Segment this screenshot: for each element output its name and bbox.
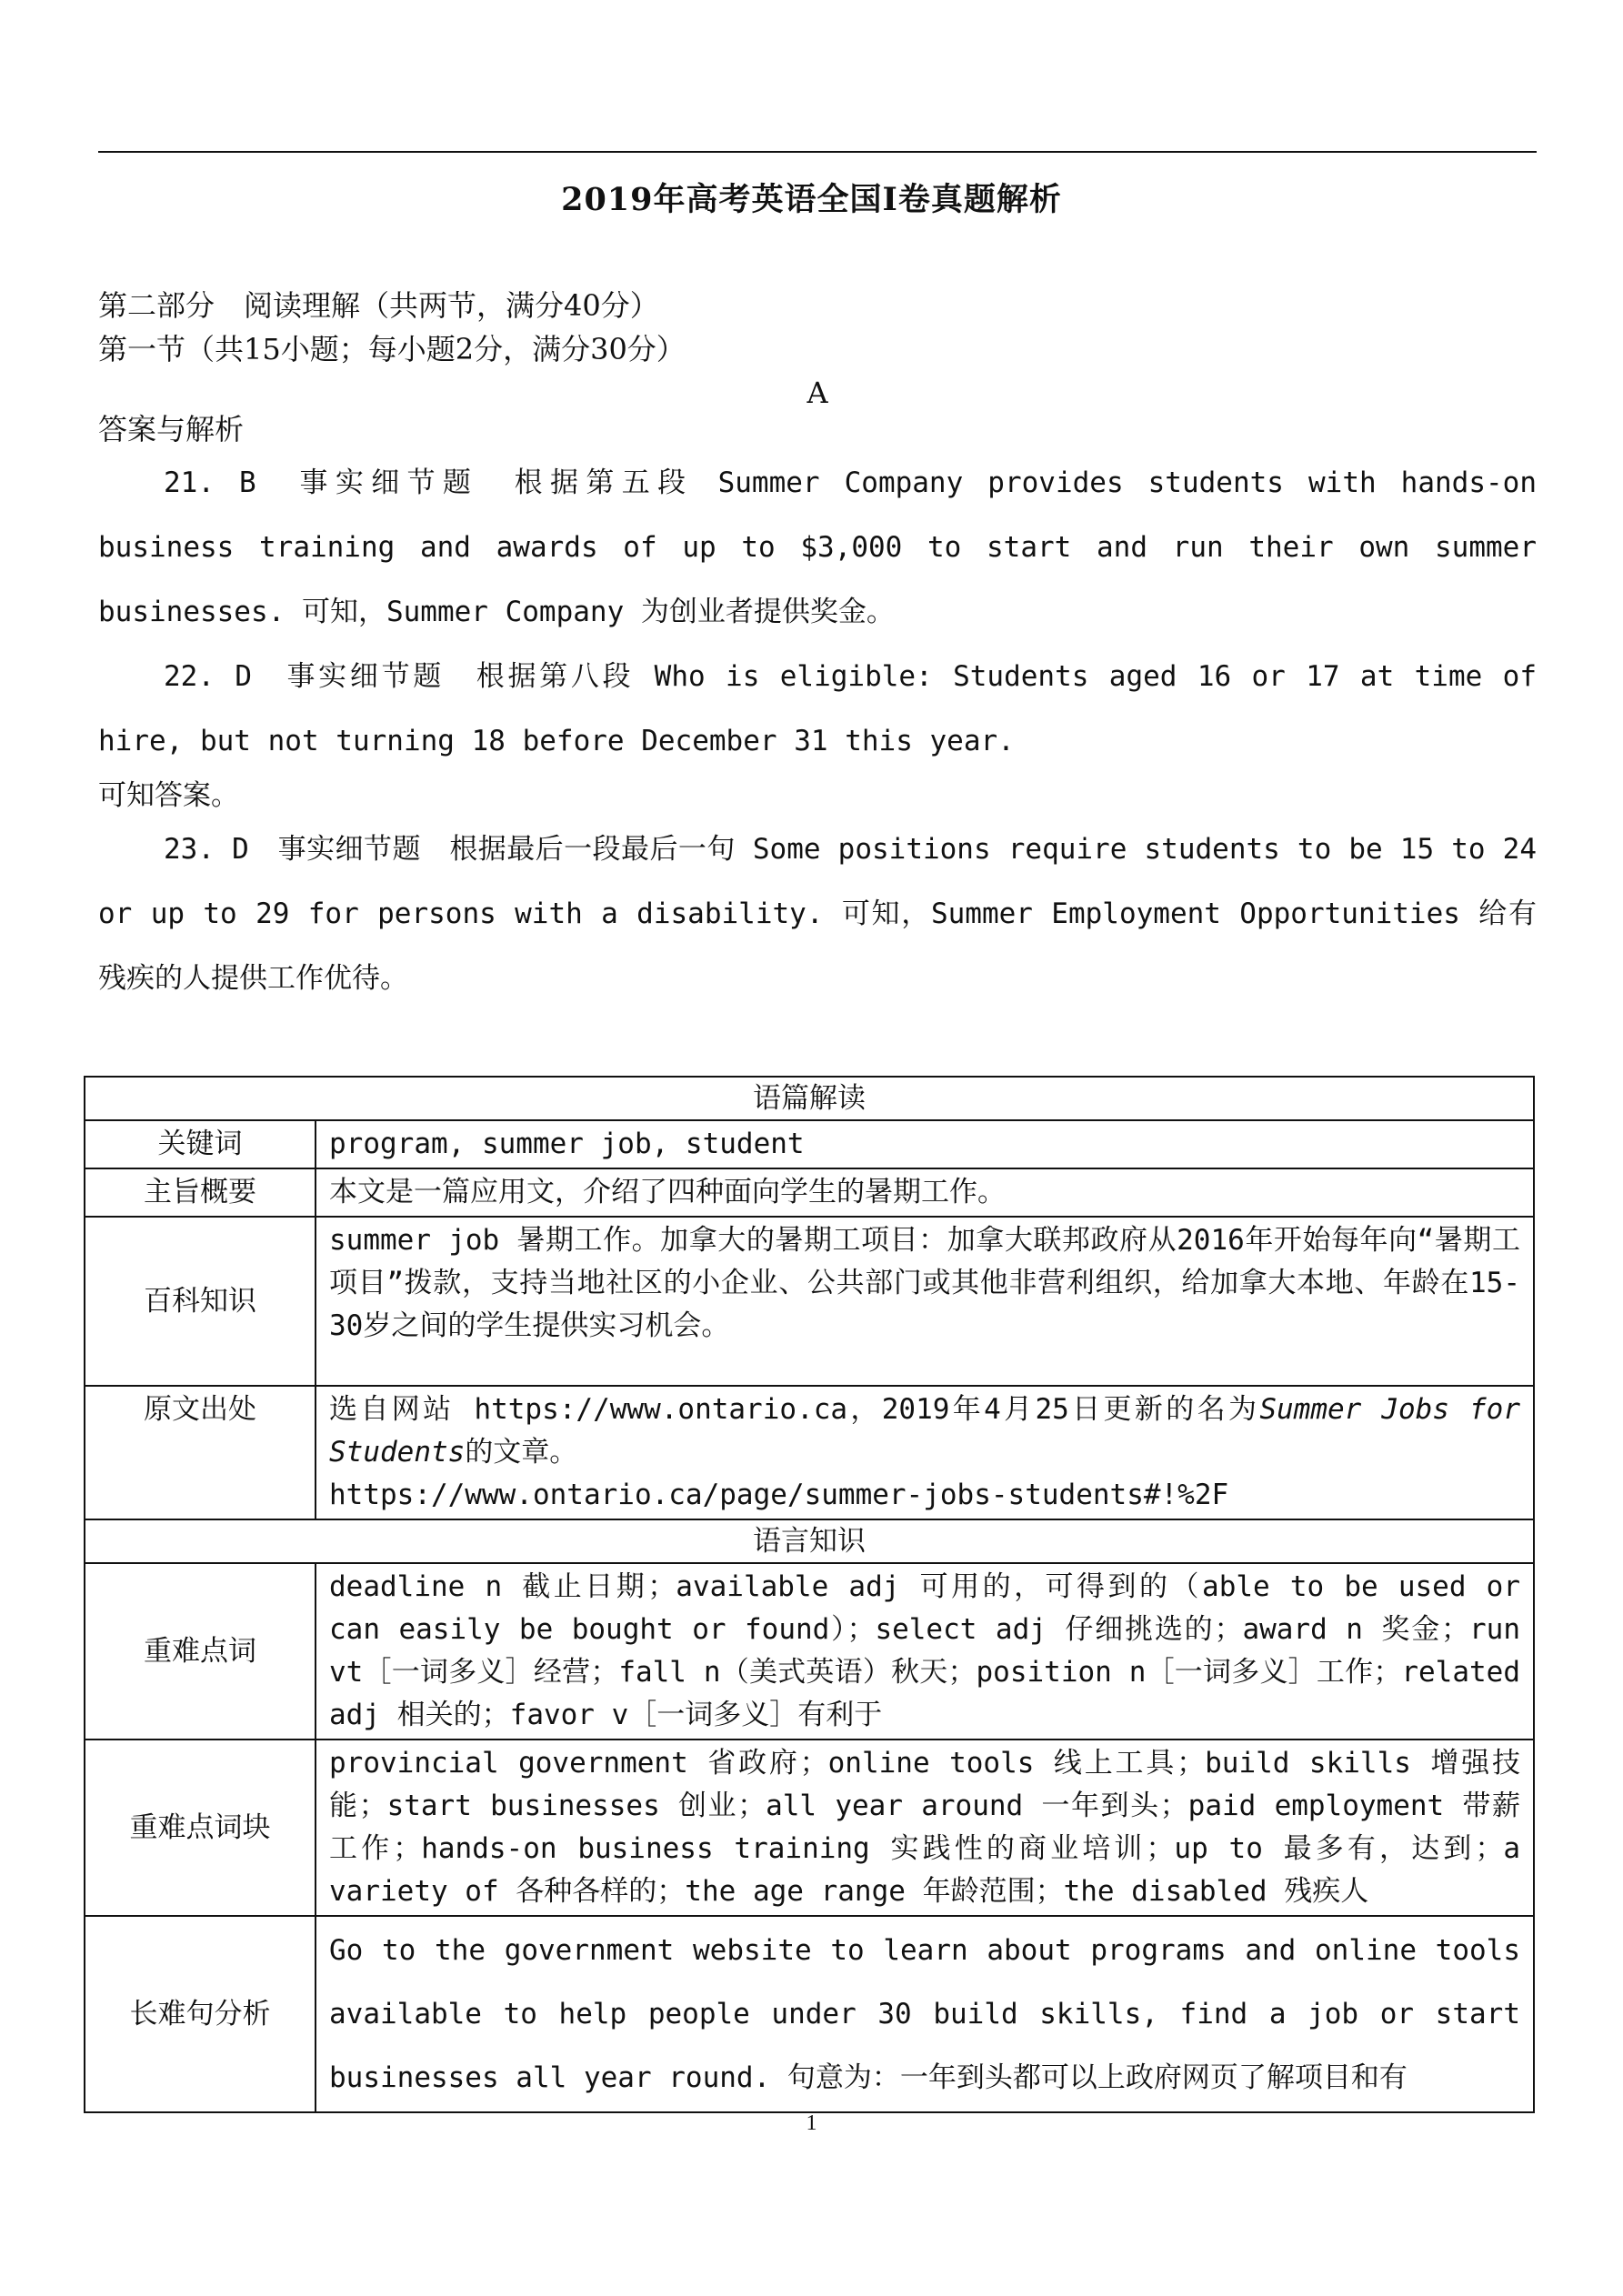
summary-label: 主旨概要: [85, 1168, 316, 1217]
subsection-heading: 第一节（共15小题；每小题2分，满分30分）: [98, 332, 686, 366]
answer-21: 21. B 事实细节题 根据第五段 Summer Company provides students with hands-on business training and awards of up to $3,000 to start and run their own summer businesses. 可知，Summer Company 为创业者提供奖金。: [98, 466, 1537, 628]
key-phrases-value: provincial government 省政府；online tools 线上工具；build skills 增强技能；start businesses 创业；all year around 一年到头；paid employment 带薪工作；hands-on business training 实践性的商业培训；up to 最多有，达到；a variety of 各种各样的；the age range 年龄范围；the disabled 残疾人: [316, 1740, 1534, 1916]
encyclopedia-value: summer job 暑期工作。加拿大的暑期工项目：加拿大联邦政府从2016年开始每年向“暑期工项目”拨款，支持当地社区的小企业、公共部门或其他非营利组织，给加拿大本地、年龄在15-30岁之间的学生提供实习机会。: [316, 1217, 1534, 1386]
section-header: [98, 284, 1537, 415]
long-sentence-label: 长难句分析: [85, 1916, 316, 2112]
keywords-value: program, summer job, student: [316, 1120, 1534, 1168]
part-heading: 第二部分 阅读理解（共两节，满分40分）: [98, 288, 659, 323]
table-row: [85, 1217, 1534, 1386]
source-article-title: Summer Jobs for Students: [329, 1393, 1520, 1469]
long-sentence-text: Go to the government website to learn about programs and online tools available to help people under 30 build skills, find a job or start businesses all year round. 句意为：一年到头都可以上政府网页了解项目和有: [329, 1934, 1520, 2094]
table-row: [85, 1168, 1534, 1217]
key-words-value: deadline n 截止日期；available adj 可用的，可得到的（able to be used or can easily be bought or found）；select adj 仔细挑选的；award n 奖金；run vt［一词多义］经营；fall n（美式英语）秋天；position n［一词多义］工作；related adj 相关的；favor v［一词多义］有利于: [316, 1563, 1534, 1740]
key-phrases-label: 重难点词块: [85, 1740, 316, 1916]
answer-22-tail: 可知答案。: [98, 779, 239, 812]
page-title: 2019年高考英语全国Ⅰ卷真题解析: [561, 181, 1062, 218]
table-row: [85, 1916, 1534, 2112]
page-number: 1: [806, 2111, 817, 2135]
table-row: [85, 1120, 1534, 1168]
source-value: [316, 1386, 1534, 1519]
table-row: [85, 1519, 1534, 1563]
answer-22: 22. D 事实细节题 根据第八段 Who is eligible: Students aged 16 or 17 at time of hire, but not turning 18 before December 31 this year.: [98, 660, 1537, 757]
answer-23: 23. D 事实细节题 根据最后一段最后一句 Some positions require students to be 15 to 24 or up to 29 for persons with a disability. 可知，Summer Employment Opportunities 给有残疾的人提供工作优待。: [98, 833, 1537, 995]
source-url: https://www.ontario.ca/page/summer-jobs-students#!%2F: [329, 1479, 1229, 1511]
long-sentence-value: [316, 1916, 1534, 2112]
key-words-label: 重难点词: [85, 1563, 316, 1740]
source-label: 原文出处: [85, 1386, 316, 1519]
source-prefix: 选自网站 https://www.ontario.ca，2019年4月25日更新的名为: [329, 1393, 1260, 1426]
table-row: [85, 1077, 1534, 1120]
passage-letter: A: [806, 376, 828, 410]
source-suffix: 的文章。: [465, 1436, 578, 1469]
encyclopedia-label: 百科知识: [85, 1217, 316, 1386]
summary-value: 本文是一篇应用文，介绍了四种面向学生的暑期工作。: [316, 1168, 1534, 1217]
passage-analysis-table: [84, 1076, 1535, 2113]
keywords-label: 关键词: [85, 1120, 316, 1168]
table-row: [85, 1386, 1534, 1519]
reading-header: 语篇解读: [85, 1077, 1534, 1120]
header-rule: [98, 151, 1537, 153]
table-row: [85, 1740, 1534, 1916]
language-header: 语言知识: [85, 1519, 1534, 1563]
answers-label: 答案与解析: [98, 412, 245, 446]
answers-section: [98, 407, 1537, 1011]
table-row: [85, 1563, 1534, 1740]
